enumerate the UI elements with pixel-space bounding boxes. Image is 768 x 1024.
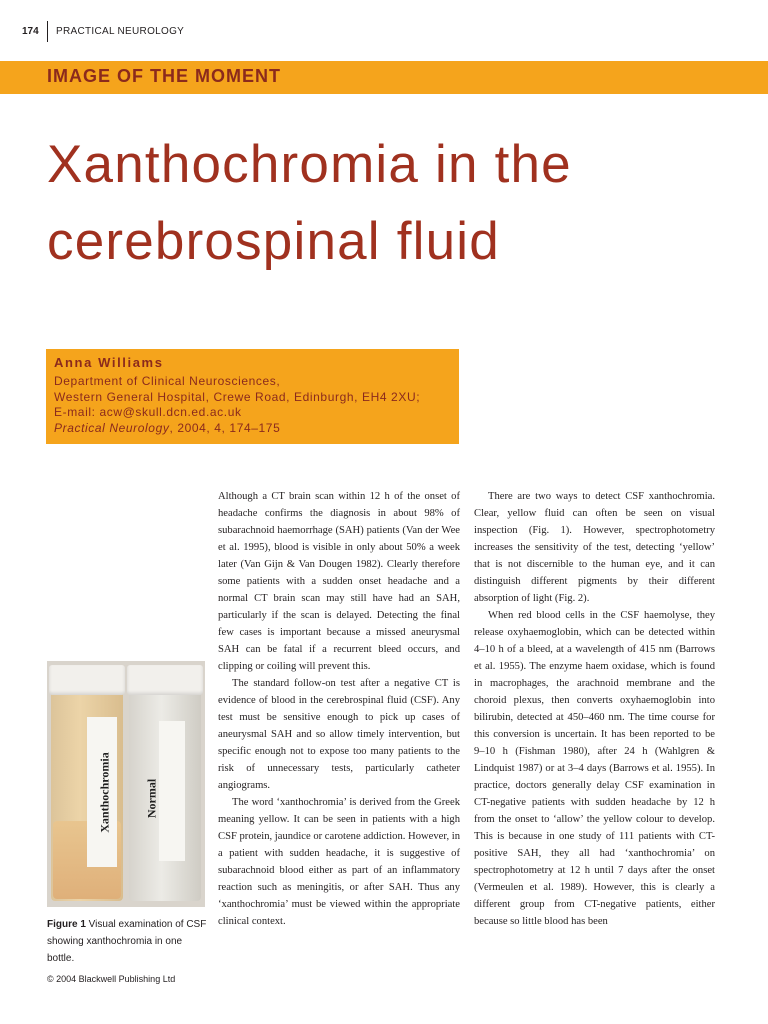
normal-label-text: Normal bbox=[144, 778, 159, 819]
figure-caption bbox=[47, 916, 207, 967]
right-bottle-cap bbox=[127, 665, 203, 695]
header-divider bbox=[47, 21, 48, 42]
author-name: Anna Williams bbox=[54, 355, 164, 370]
section-label: IMAGE OF THE MOMENT bbox=[47, 66, 281, 86]
paragraph: When red blood cells in the CSF haemolyse, they release oxyhaemoglobin, which can be detected within 4–10 h of a bleed, at a wavelength of 415 nm (Barrows et al. 1955). The enzyme haem oxidase, which is found in macrophages, the arachnoid membrane and the choroid plexus, then converts oxyhaemoglobin into bilirubin, detected at 450–460 nm. The time course for this conversion is uncertain. It has been reported to be 9–10 h (Fishman 1980), after 24 h (Wahlgren & Lindquist 1987) or at 3–4 days (Barrows et al. 1955). In practice, doctors generally delay CSF examination in CT-negative patients with sudden headache by 12 h from the onset to ‘allow’ the yellow colour to develop. This is because in one study of 111 patients with CT-positive SAH, they all had ‘xanthochromia’ on spectrophotometry at 12 h until 7 days after the onset (Vermeulen et al. 1989). However, this is clearly a different group from CT-negative patients, either because so little blood has been bbox=[474, 610, 715, 927]
citation-journal: Practical Neurology bbox=[54, 421, 170, 435]
affiliation-line-2: Western General Hospital, Crewe Road, Edinburgh, EH4 2XU; bbox=[54, 390, 421, 404]
journal-name: PRACTICAL NEUROLOGY bbox=[56, 26, 185, 37]
author-email: E-mail: acw@skull.dcn.ed.ac.uk bbox=[54, 405, 242, 419]
affiliation-line-1: Department of Clinical Neurosciences, bbox=[54, 374, 281, 388]
author-box bbox=[46, 349, 459, 444]
paragraph: The standard follow-on test after a negative CT is evidence of blood in the cerebrospinal fluid (CSF). Any test must be sensitive enough to pick up cases of aneurysmal SAH and so allow timely intervention, but specific enough not to expose too many patients to the risk of unnecessary tests, particularly catheter angiograms. bbox=[218, 678, 460, 791]
left-bottle-cap bbox=[49, 665, 125, 695]
copyright: © 2004 Blackwell Publishing Ltd bbox=[47, 974, 176, 984]
body-column-1 bbox=[218, 488, 460, 930]
citation-detail: , 2004, 4, 174–175 bbox=[169, 421, 281, 435]
xanthochromia-label-text: Xanthochromia bbox=[97, 752, 112, 833]
section-banner bbox=[0, 61, 768, 94]
page-number: 174 bbox=[22, 26, 39, 37]
paragraph: Although a CT brain scan within 12 h of the onset of headache confirms the diagnosis in about 98% of subarachnoid haemorrhage (SAH) patients (Van der Wee et al. 1995), blood is visible in only about 50% a week later (Van Gijn & Van Dougen 1982). Clearly therefore some patients with a sudden onset headache and a normal CT brain scan may still have had an SAH, particularly if the scan is delayed. Detecting the final few cases is important because a missed aneurysmal SAH can be fatal if a recurrent bleed occurs, and clipping or coiling will prevent this. bbox=[218, 491, 460, 672]
paragraph: There are two ways to detect CSF xanthochromia. Clear, yellow fluid can often be seen on visual inspection (Fig. 1). However, spectrophotometry increases the sensitivity of the test, detecting ‘yellow’ that is not discernible to the human eye, and it can distinguish different pigments by their different absorption of light (Fig. 2). bbox=[474, 491, 715, 604]
citation bbox=[54, 421, 280, 435]
title-line-2: cerebrospinal fluid bbox=[47, 212, 500, 271]
caption-text: Visual examination of CSF showing xanthochromia in one bottle. bbox=[47, 919, 207, 964]
normal-label bbox=[159, 721, 185, 861]
body-column-2 bbox=[474, 488, 715, 930]
figure-1-photo bbox=[47, 661, 205, 907]
title-line-1: Xanthochromia in the bbox=[47, 135, 572, 194]
paragraph: The word ‘xanthochromia’ is derived from the Greek meaning yellow. It can be seen in patients with a high CSF protein, jaundice or carotene addiction. However, in a patient with sudden headache, it is suggestive of subarachnoid blood either as part of an inflammatory reaction such as meningitis, or after SAH. Thus any ‘xanthochromia’ must be viewed within the appropriate clinical context. bbox=[218, 797, 460, 927]
caption-label: Figure 1 bbox=[47, 919, 86, 930]
article-title bbox=[47, 126, 767, 280]
